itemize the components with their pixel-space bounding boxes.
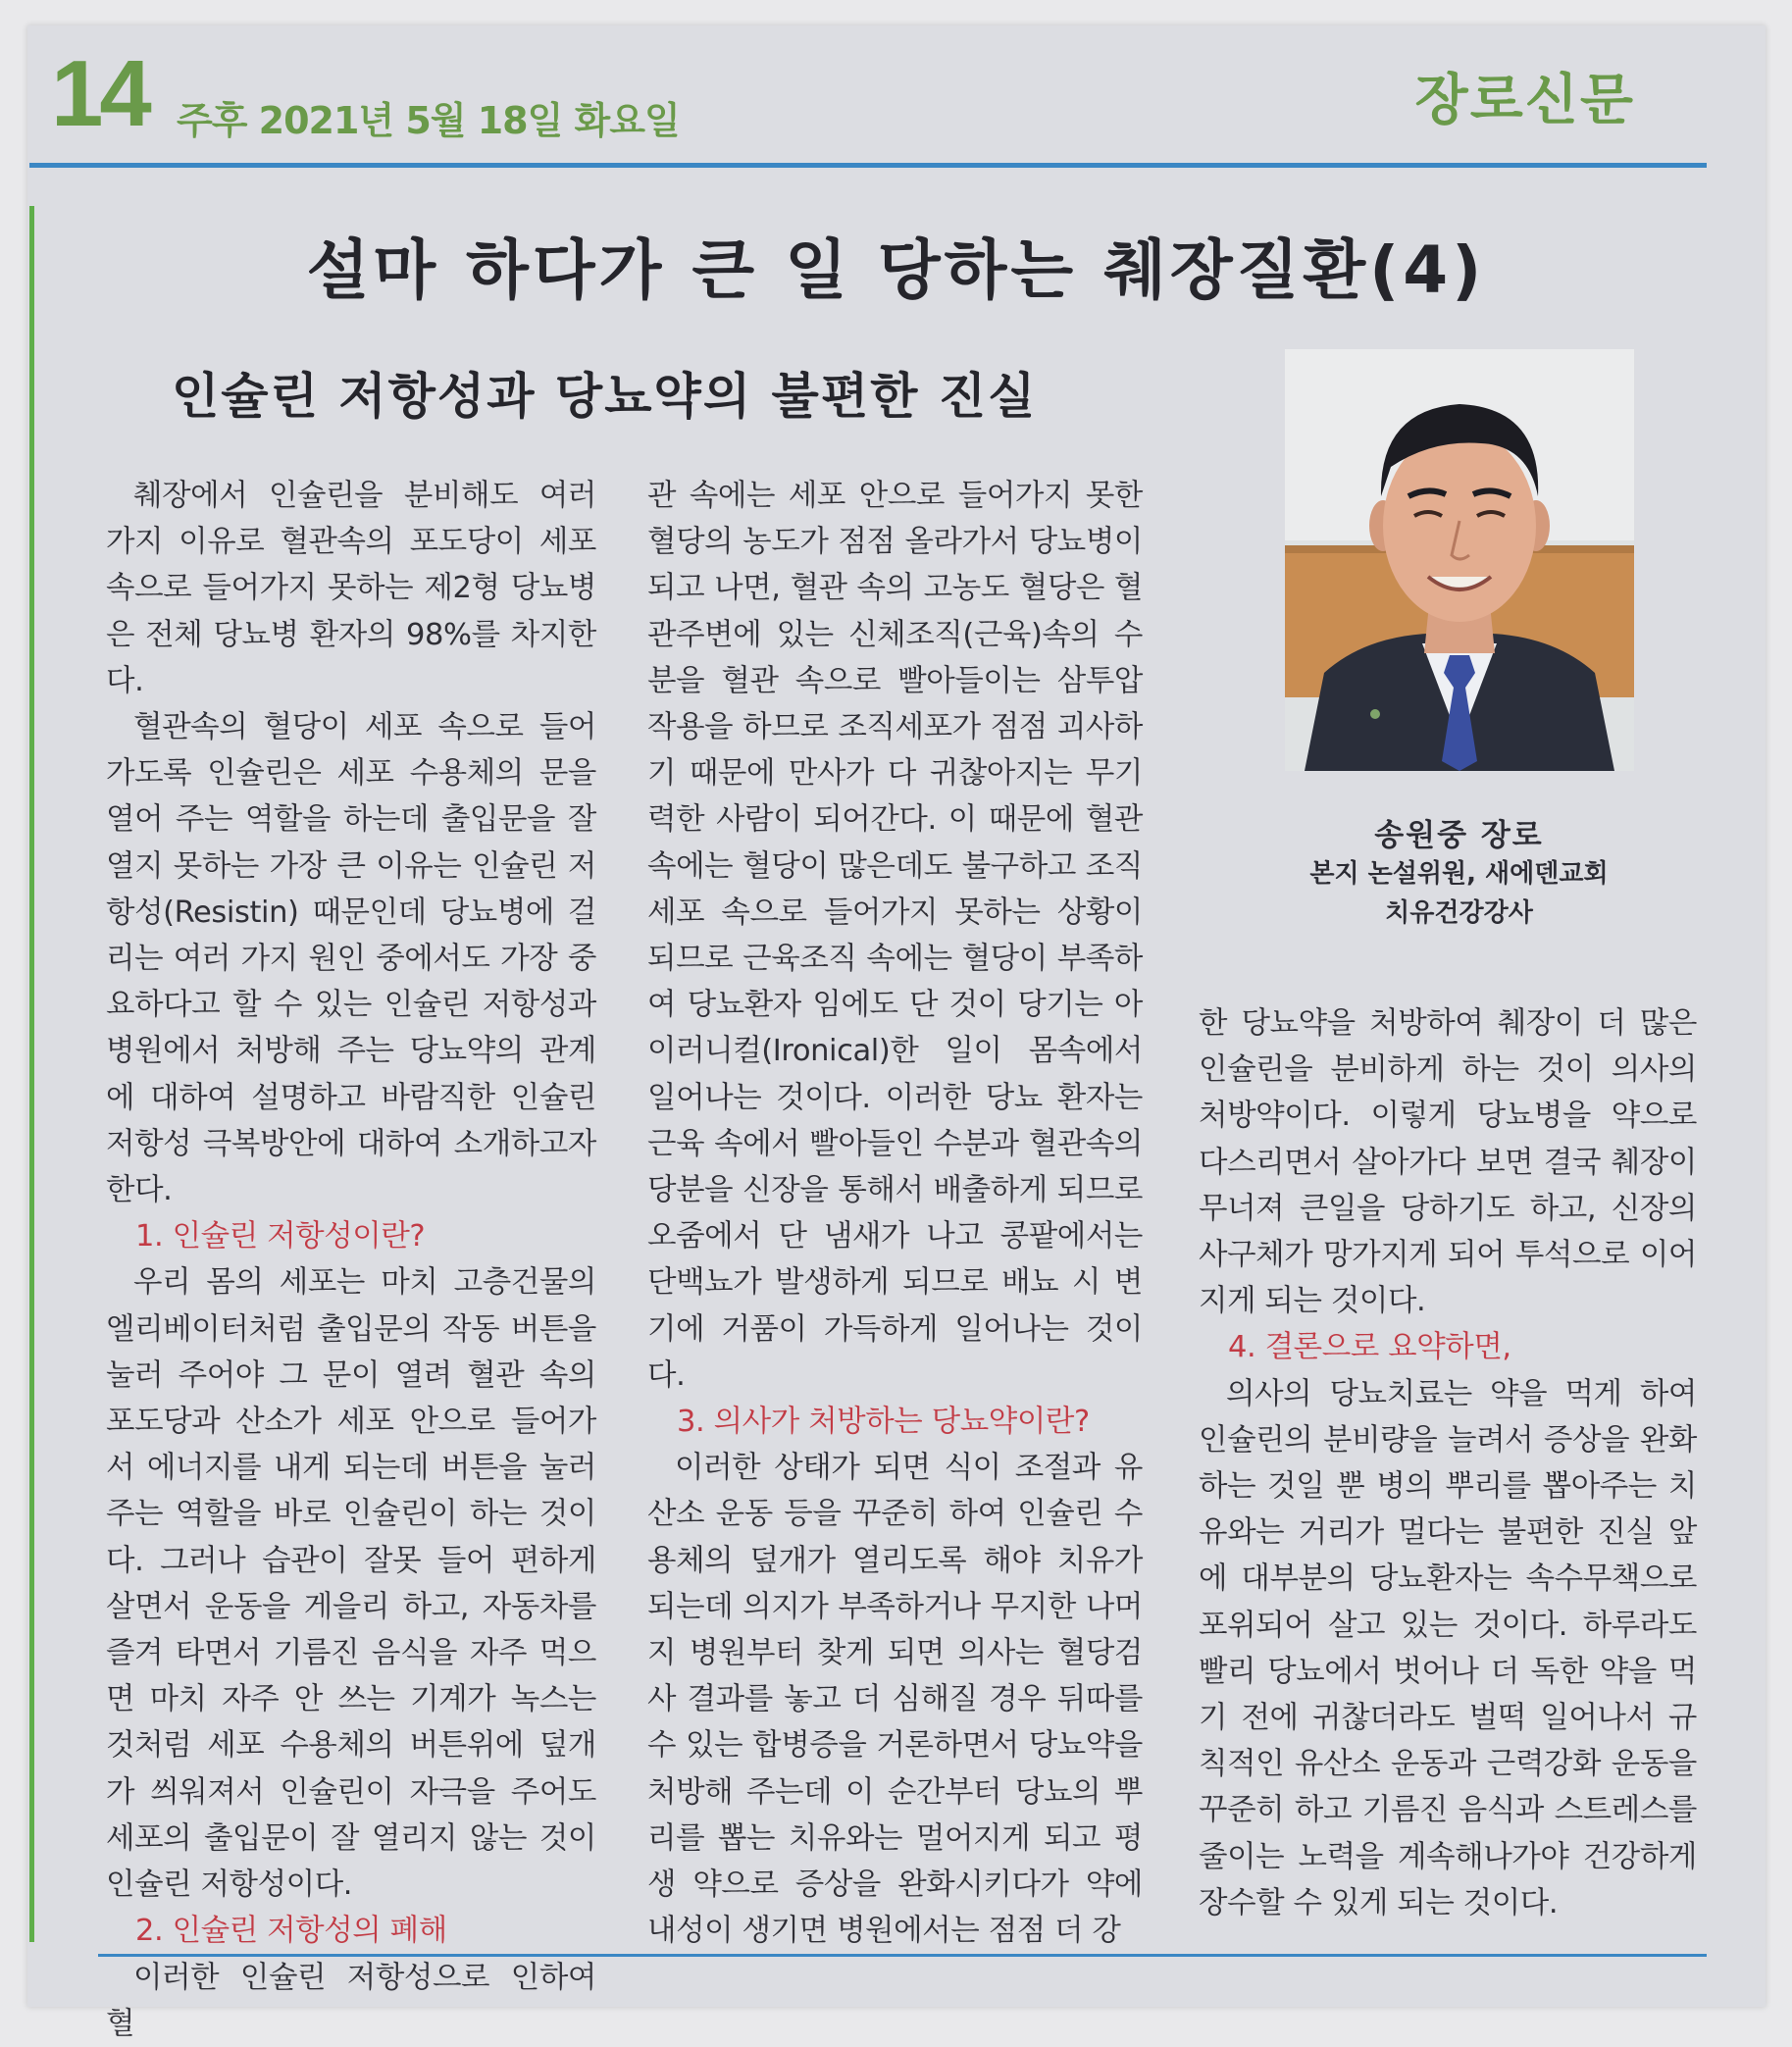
article-column-1 xyxy=(106,473,596,2047)
section-heading-2: 2. 인슐린 저항성의 폐해 xyxy=(135,1914,447,1949)
section-heading-4: 4. 결론으로 요약하면, xyxy=(1228,1330,1511,1365)
paragraph: 우리 몸의 세포는 마치 고층건물의 엘리베이터처럼 출입문의 작동 버튼을 눌러 주어야 그 문이 열려 혈관 속의 포도당과 산소가 세포 안으로 들어가서 에너지를 내게 되는데 버튼을 눌러 주는 역할을 바로 인슐린이 하는 것이다. 그러나 습관이 잘못 들어 편하게 살면서 운동을 게을리 하고, 자동차를 즐겨 타면서 기름진 음식을 자주 먹으면 마치 자주 안 쓰는 기계가 녹스는 것처럼 세포 수용체의 버튼위에 덮개가 씌워져서 인슐린이 자극을 주어도 세포의 출입문이 잘 열리지 않는 것이 인슐린 저항성이다. xyxy=(106,1265,596,1903)
paragraph: 관 속에는 세포 안으로 들어가지 못한 혈당의 농도가 점점 올라가서 당뇨병이 되고 나면, 혈관 속의 고농도 혈당은 혈관주변에 있는 신체조직(근육)속의 수분을 혈관 속으로 빨아들이는 삼투압 작용을 하므로 조직세포가 점점 괴사하기 때문에 만사가 다 귀찮아지는 무기력한 사람이 되어간다. 이 때문에 혈관 속에는 혈당이 많은데도 불구하고 조직세포 속으로 들어가지 못하는 상황이 되므로 근육조직 속에는 혈당이 부족하여 당뇨환자 임에도 단 것이 당기는 아이러니컬(Ironical)한 일이 몸속에서 일어나는 것이다. 이러한 당뇨 환자는 근육 속에서 빨아들인 수분과 혈관속의 당분을 신장을 통해서 배출하게 되므로 오줌에서 단 냄새가 나고 콩팥에서는 단백뇨가 발생하게 되므로 배뇨 시 변기에 거품이 가득하게 일어나는 것이다. xyxy=(647,479,1143,1393)
author-photo xyxy=(1285,349,1634,771)
author-byline xyxy=(1236,810,1682,933)
newspaper-name: 장로신문 xyxy=(1414,69,1635,132)
page-number: 14 xyxy=(51,41,148,146)
paragraph: 의사의 당뇨치료는 약을 먹게 하여 인슐린의 분비량을 늘려서 증상을 완화하는 것일 뿐 병의 뿌리를 뽑아주는 치유와는 거리가 멀다는 불편한 진실 앞에 대부분의 당뇨환자는 속수무책으로 포위되어 살고 있는 것이다. 하루라도 빨리 당뇨에서 벗어나 더 독한 약을 먹기 전에 귀찮더라도 벌떡 일어나서 규칙적인 유산소 운동과 근력강화 운동을 꾸준히 하고 기름진 음식과 스트레스를 줄이는 노력을 계속해나가야 건강하게 장수할 수 있게 되는 것이다. xyxy=(1199,1376,1697,1920)
paragraph: 이러한 상태가 되면 식이 조절과 유산소 운동 등을 꾸준히 하여 인슐린 수용체의 덮개가 열리도록 해야 치유가 되는데 의지가 부족하거나 무지한 나머지 병원부터 찾게 되면 의사는 혈당검사 결과를 놓고 더 심해질 경우 뒤따를 수 있는 합병증을 거론하면서 당뇨약을 처방해 주는데 이 순간부터 당뇨의 뿌리를 뽑는 치유와는 멀어지게 되고 평생 약으로 증상을 완화시키다가 약에 내성이 생기면 병원에서는 점점 더 강 xyxy=(647,1451,1143,1949)
paragraph: 이러한 인슐린 저항성으로 인하여 혈 xyxy=(106,1960,596,2041)
author-name: 송원중 장로 xyxy=(1374,818,1544,853)
article-headline: 설마 하다가 큰 일 당하는 췌장질환(4) xyxy=(306,232,1486,308)
header-divider xyxy=(29,163,1707,168)
article-column-3 xyxy=(1199,1000,1697,1926)
issue-date: 주후 2021년 5월 18일 화요일 xyxy=(177,99,680,142)
author-role-2: 치유건강강사 xyxy=(1385,898,1533,928)
author-role: 본지 논설위원, 새에덴교회 xyxy=(1309,859,1609,889)
section-heading-1: 1. 인슐린 저항성이란? xyxy=(135,1219,426,1254)
article-column-2 xyxy=(647,473,1143,1955)
left-border xyxy=(29,206,34,1942)
article-subheadline: 인슐린 저항성과 당뇨약의 불편한 진실 xyxy=(172,368,1038,425)
paragraph: 혈관속의 혈당이 세포 속으로 들어가도록 인슐린은 세포 수용체의 문을 열어 주는 역할을 하는데 출입문을 잘 열지 못하는 가장 큰 이유는 인슐린 저항성(Resistin) 때문인데 당뇨병에 걸리는 여러 가지 원인 중에서도 가장 중요하다고 할 수 있는 인슐린 저항성과 병원에서 처방해 주는 당뇨약의 관계에 대하여 설명하고 바람직한 인슐린 저항성 극복방안에 대하여 소개하고자 한다. xyxy=(106,710,596,1208)
paragraph: 췌장에서 인슐린을 분비해도 여러 가지 이유로 혈관속의 포도당이 세포속으로 들어가지 못하는 제2형 당뇨병은 전체 당뇨병 환자의 98%를 차지한다. xyxy=(106,479,596,698)
section-heading-3: 3. 의사가 처방하는 당뇨약이란? xyxy=(677,1405,1090,1440)
paragraph: 한 당뇨약을 처방하여 췌장이 더 많은 인슐린을 분비하게 하는 것이 의사의 처방약이다. 이렇게 당뇨병을 약으로 다스리면서 살아가다 보면 결국 췌장이 무너져 큰일을 당하기도 하고, 신장의 사구체가 망가지게 되어 투석으로 이어지게 되는 것이다. xyxy=(1199,1006,1697,1319)
author-portrait-image xyxy=(1285,349,1634,771)
